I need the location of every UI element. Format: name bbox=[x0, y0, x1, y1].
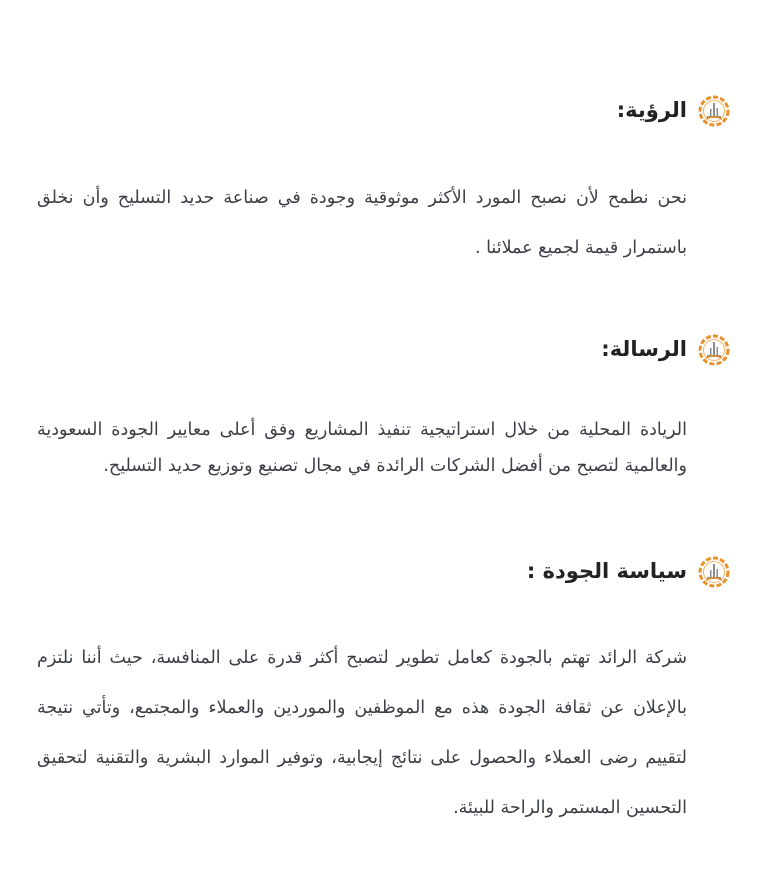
mission-text: الريادة المحلية من خلال استراتيجية تنفيذ المشاريع وفق أعلى معايير الجودة السعودية والعالمية لتصبح من أفضل الشركات الرائدة في مجال تصنيع وتوزيع حديد التسليح. bbox=[37, 420, 687, 476]
mission-title: الرسالة: bbox=[601, 337, 687, 361]
vision-text: نحن نطمح لأن نصبح المورد الأكثر موثوقية وجودة في صناعة حديد التسليح وأن نخلق باستمرار قيمة لجميع عملائنا . bbox=[37, 188, 687, 258]
company-logo-icon bbox=[697, 555, 731, 589]
quality-policy-heading bbox=[37, 556, 687, 586]
vision-heading bbox=[37, 95, 687, 125]
quality-policy-title: سياسة الجودة : bbox=[526, 559, 687, 583]
mission-section bbox=[37, 334, 687, 484]
company-logo-icon bbox=[697, 333, 731, 367]
company-logo-icon bbox=[697, 94, 731, 128]
mission-heading bbox=[37, 334, 687, 364]
quality-policy-text: شركة الرائد تهتم بالجودة كعامل تطوير لتصبح أكثر قدرة على المنافسة، حيث أننا نلتزم بالإعلان عن ثقافة الجودة هذه مع الموظفين والموردين والعملاء والمجتمع، وتأتي نتيجة لتقييم رضى العملاء والحصول على نتائج إيجابية، وتوفير الموارد البشرية والتقنية لتحقيق التحسين المستمر والراحة للبيئة. bbox=[37, 648, 687, 818]
vision-title: الرؤية: bbox=[616, 98, 687, 122]
vision-section bbox=[37, 95, 687, 273]
quality-policy-section bbox=[37, 556, 687, 833]
